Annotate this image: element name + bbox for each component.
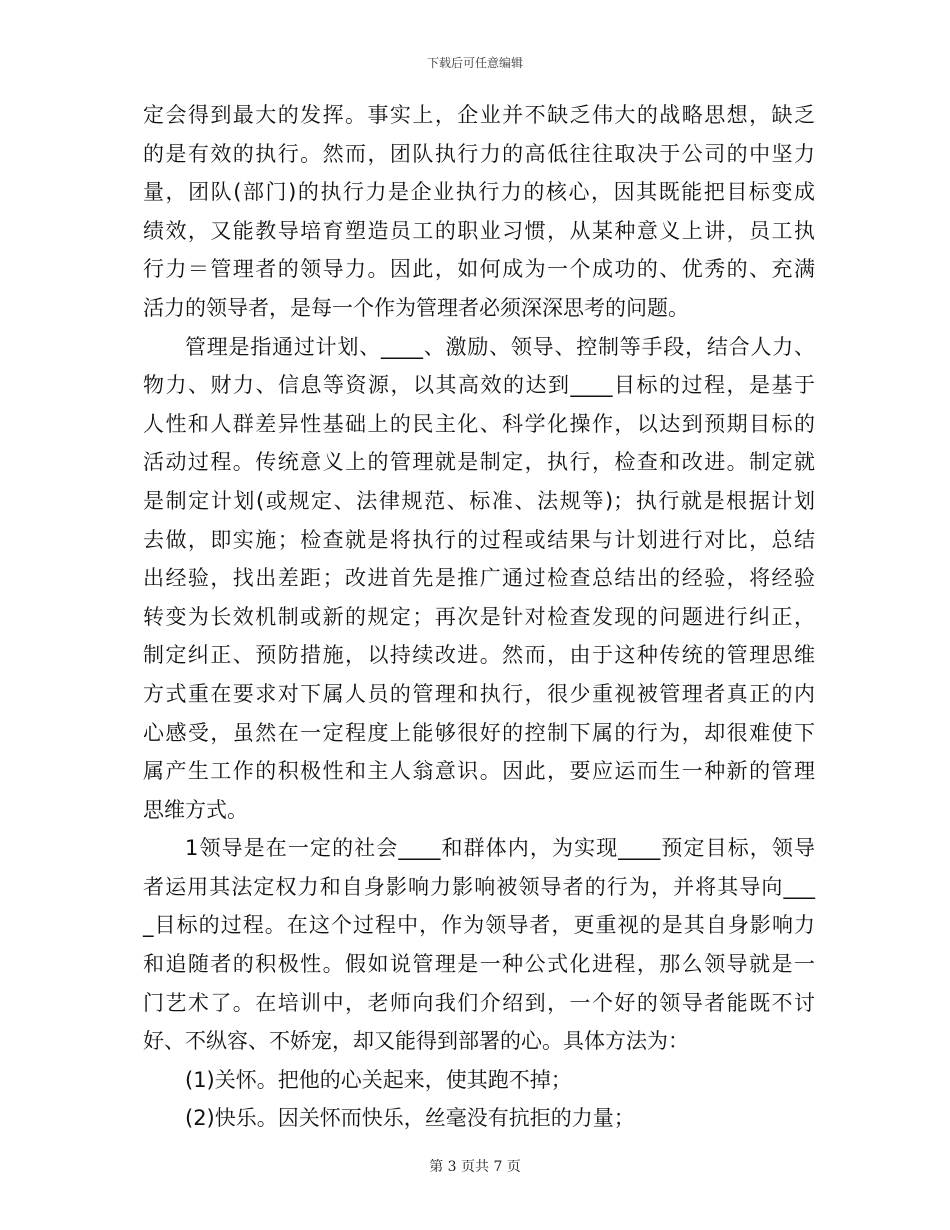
list-item: (2)快乐。因关怀而快乐，丝毫没有抗拒的力量；: [185, 1106, 635, 1131]
body-line: 者运用其法定权力和自身影响力影响被领导者的行为，并将其导向___: [143, 874, 815, 899]
page-header: 下载后可任意编辑: [426, 56, 523, 70]
body-line: 人性和人群差异性基础上的民主化、科学化操作，以达到预期目标的: [143, 411, 815, 436]
body-line: 的是有效的执行。然而，团队执行力的高低往往取决于公司的中坚力: [143, 141, 815, 166]
body-line: 定会得到最大的发挥。事实上，企业并不缺乏伟大的战略思想，缺乏: [143, 103, 815, 127]
body-line: 活力的领导者，是每一个作为管理者必须深深思考的问题。: [143, 295, 689, 320]
page-footer: 第 3 页共 7 页: [429, 1159, 521, 1175]
list-item: (1)关怀。把他的心关起来，使其跑不掉；: [185, 1067, 572, 1092]
body-line: 绩效，又能教导培育塑造员工的职业习惯，从某种意义上讲，员工执: [143, 218, 815, 243]
body-line: 门艺术了。在培训中，老师向我们介绍到，一个好的领导者能既不讨: [143, 990, 815, 1015]
body-line: 是制定计划(或规定、法律规范、标准、法规等)；执行就是根据计划: [143, 488, 815, 513]
body-line: 出经验，找出差距；改进首先是推广通过检查总结出的经验，将经验: [143, 566, 815, 591]
body-line: 制定纠正、预防措施，以持续改进。然而，由于这种传统的管理思维: [143, 643, 815, 668]
body-line: 方式重在要求对下属人员的管理和执行，很少重视被管理者真正的内: [143, 681, 815, 706]
body-line: 好、不纵容、不娇宠，却又能得到部署的心。具体方法为：: [143, 1029, 689, 1054]
body-line: 属产生工作的积极性和主人翁意识。因此，要应运而生一种新的管理: [143, 759, 815, 784]
body-line: 量，团队(部门)的执行力是企业执行力的核心，因其既能把目标变成: [143, 180, 815, 205]
body-line: 和追随者的积极性。假如说管理是一种公式化进程，那么领导就是一: [143, 952, 815, 977]
body-line: 管理是指通过计划、____、激励、领导、控制等手段，结合人力、: [185, 334, 815, 359]
body-line: 物力、财力、信息等资源，以其高效的达到____目标的过程，是基于: [143, 373, 815, 398]
body-line: 转变为长效机制或新的规定；再次是针对检查发现的问题进行纠正，: [143, 604, 815, 629]
body-line: _目标的过程。在这个过程中，作为领导者，更重视的是其自身影响力: [143, 913, 815, 938]
body-line: 活动过程。传统意义上的管理就是制定，执行，检查和改进。制定就: [143, 450, 815, 475]
body-line: 1领导是在一定的社会____和群体内，为实现____预定目标，领导: [185, 836, 815, 861]
body-line: 行力＝管理者的领导力。因此，如何成为一个成功的、优秀的、充满: [143, 257, 815, 282]
body-line: 心感受，虽然在一定程度上能够很好的控制下属的行为，却很难使下: [143, 720, 815, 745]
body-line: 去做，即实施；检查就是将执行的过程或结果与计划进行对比，总结: [143, 527, 815, 552]
body-line: 思维方式。: [143, 797, 248, 822]
document-body: [143, 96, 815, 1138]
